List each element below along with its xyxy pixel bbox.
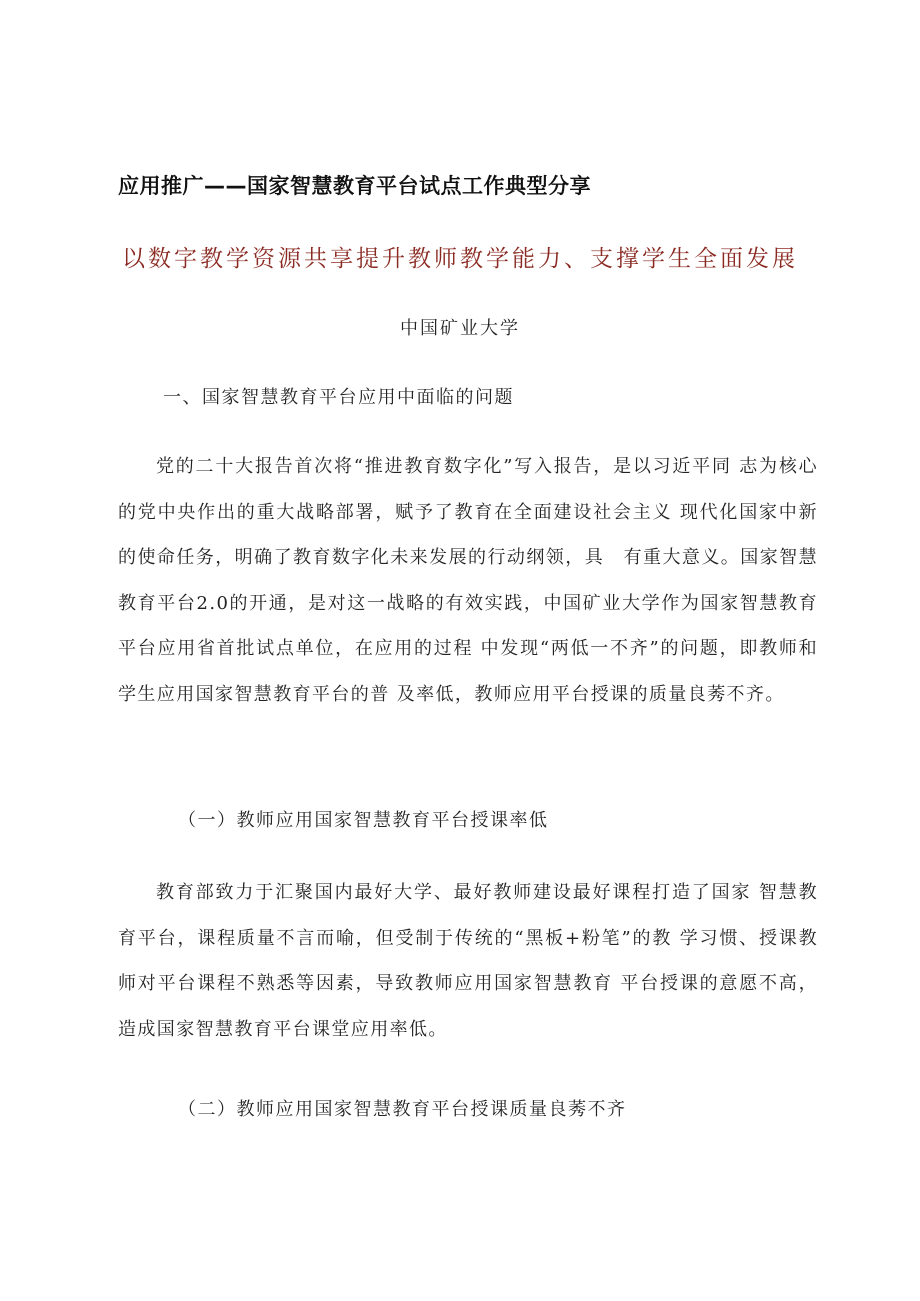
- document-author: 中国矿业大学: [400, 318, 520, 339]
- paragraph-2: 教育部致力于汇聚国内最好大学、最好教师建设最好课程打造了国家 智慧教育平台，课程质量不言而喻，但受制于传统的“黑板+粉笔”的教 学习惯、授课教师对平台课程不熟悉等因素，导致教师应用国家智慧教育 平台授课的意愿不高，造成国家智慧教育平台课堂应用率低。: [118, 882, 818, 1040]
- document-title: 以数字教学资源共享提升教师教学能力、支撑学生全面发展: [122, 246, 798, 272]
- subsection-1-heading: （一）教师应用国家智慧教育平台授课率低: [178, 810, 549, 831]
- paragraph-1: 党的二十大报告首次将“推进教育数字化”写入报告，是以习近平同 志为核心的党中央作出的重大战略部署，赋予了教育在全面建设社会主义 现代化国家中新的使命任务，明确了教育数字化未来发展的行动纲领，具 有重大意义。国家智慧教育平台2.0的开通，是对这一战略的有效实践，中国矿业大学作为国家智慧教育平台应用省首批试点单位，在应用的过程 中发现“两低一不齐”的问题，即教师和学生应用国家智慧教育平台的普 及率低，教师应用平台授课的质量良莠不齐。: [118, 456, 818, 705]
- document-header: 应用推广——国家智慧教育平台试点工作典型分享: [118, 174, 591, 198]
- subsection-2-heading: （二）教师应用国家智慧教育平台授课质量良莠不齐: [178, 1099, 627, 1120]
- section-1-heading: 一、国家智慧教育平台应用中面临的问题: [163, 387, 514, 408]
